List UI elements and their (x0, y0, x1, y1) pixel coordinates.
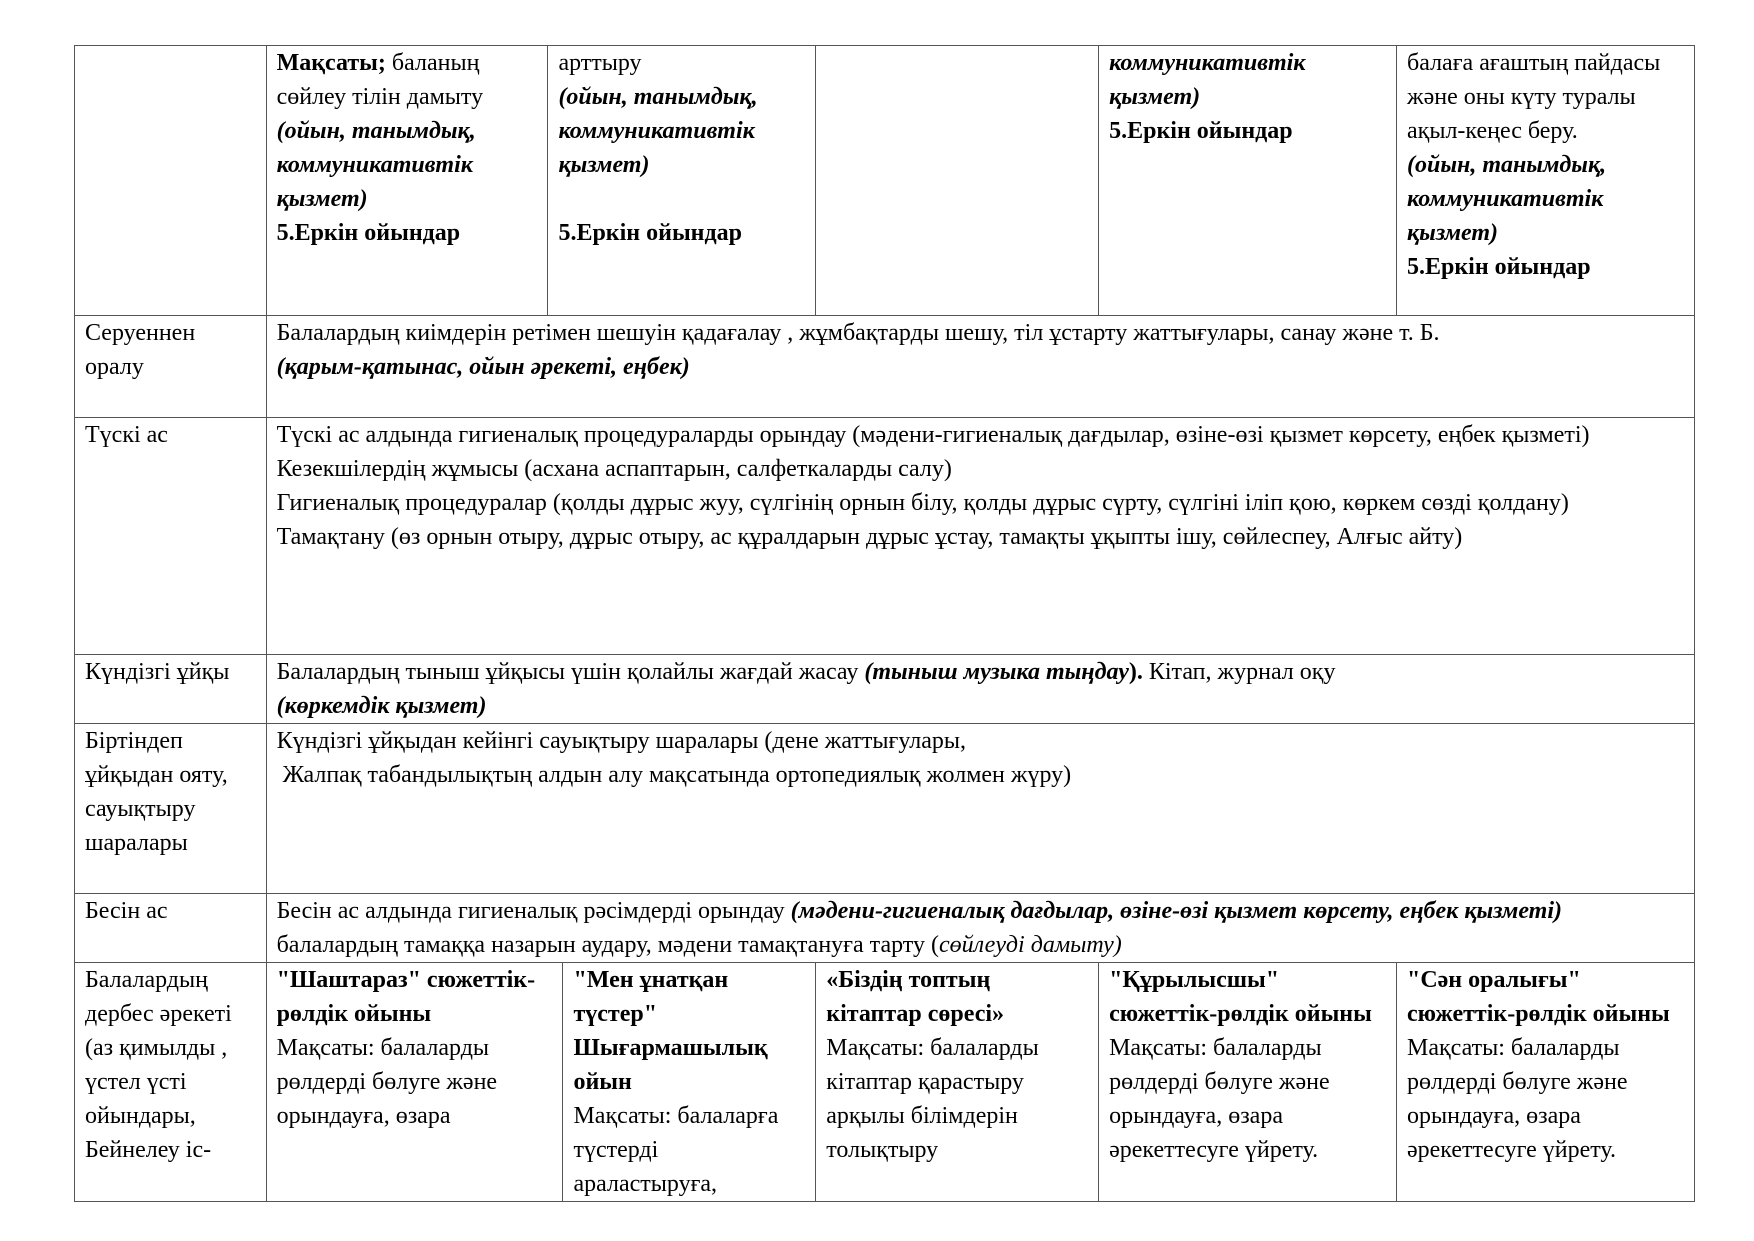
row-content (266, 724, 1694, 894)
row-label: Түскі ас (75, 418, 267, 655)
col6-activity: (ойын, танымдық, коммуникативтік қызмет) (1407, 152, 1607, 246)
empty-label-cell (75, 46, 267, 316)
activity-cell (1397, 963, 1695, 1202)
nap-text: Балалардың тыныш ұйқысы үшін қолайлы жағдай жасау (276, 659, 865, 685)
nap-music-close: ). (1128, 659, 1143, 685)
row-label: Күндізгі ұйқы (75, 655, 267, 724)
wake-line: Күндізгі ұйқыдан кейінгі сауықтыру шаралары (дене жаттығулары, (276, 728, 967, 754)
col5-free-games: 5.Еркін ойындар (1109, 118, 1293, 144)
col3-text: арттыру (558, 50, 642, 76)
free-games-text: 5.Еркін ойындар (276, 220, 461, 246)
activity-cell (563, 963, 816, 1202)
row-label: Бесін ас (75, 894, 267, 963)
activity-title: "Сән оралығы" сюжеттік-рөлдік ойыны (1407, 967, 1670, 1027)
activity-text: Мақсаты: балаларға түстерді араластыруға, (573, 1103, 779, 1197)
row-content (266, 316, 1694, 418)
activity-text: Мақсаты: балаларды кітаптар қарастыру арқылы білімдерін толықтыру (826, 1035, 1039, 1163)
nap-music: (тыныш музыка тыңдау (864, 659, 1129, 685)
col5-activity: коммуникативтік қызмет) (1109, 50, 1306, 110)
col3-free-games: 5.Еркін ойындар (558, 220, 742, 246)
continuation-col5 (1099, 46, 1397, 316)
nap-text-b: Кітап, журнал оқу (1142, 659, 1336, 685)
row-label: Серуеннен оралу (75, 316, 267, 418)
continuation-row (75, 46, 1695, 316)
continuation-col4 (816, 46, 1099, 316)
activity-title: "Құрылысшы" сюжеттік-рөлдік ойыны (1109, 967, 1372, 1027)
independent-row (75, 963, 1695, 1202)
snack-activity: (мәдени-гигиеналық дағдылар, өзіне-өзі қызмет көрсету, еңбек қызметі) (790, 898, 1563, 924)
continuation-col3 (548, 46, 816, 316)
activity-text: Мақсаты: балаларды рөлдерді бөлуге және орындауға, өзара әрекеттесуге үйрету. (1407, 1035, 1628, 1163)
activity-title: «Біздің топтың кітаптар сөресі» (826, 967, 1005, 1027)
continuation-col6 (1397, 46, 1695, 316)
wake-row (75, 724, 1695, 894)
activity-text: Мақсаты: балаларды рөлдерді бөлуге және орындауға, өзара (276, 1035, 498, 1129)
row-content (266, 894, 1694, 963)
activity-text: (ойын, танымдық, коммуникативтік қызмет) (276, 118, 476, 212)
col6-text: балаға ағаштың пайдасы және оны күту туралы ақыл-кеңес беру. (1407, 50, 1661, 144)
return-walk-text: Балалардың киімдерін ретімен шешуін қадағалау , жұмбақтарды шешу, тіл ұстарту жаттығулары, санау және т. Б. (276, 320, 1440, 346)
activity-title: "Шаштараз" сюжеттік-рөлдік ойыны (276, 967, 536, 1027)
lunch-line: Кезекшілердің жұмысы (асхана аспаптарын, салфеткаларды салу) (276, 456, 952, 482)
row-label: Біртіндеп ұйқыдан ояту, сауықтыру шаралары (75, 724, 267, 894)
row-label: Балалардың дербес әрекеті (аз қимылды , үстел үсті ойындары, Бейнелеу іс- (75, 963, 267, 1202)
snack-dev: сөйлеуді дамыту) (938, 932, 1122, 958)
snack-text-b: балалардың тамаққа назарын аудару, мәдени тамақтануға тарту ( (276, 932, 939, 958)
lunch-line: Гигиеналық процедуралар (қолды дұрыс жуу, сүлгінің орнын білу, қолды дұрыс сүрту, сүлгіні іліп қою, көркем сөзді қолдану) (276, 490, 1569, 516)
goal-text: баланың сөйлеу тілін дамыту (276, 50, 484, 110)
activity-cell (816, 963, 1099, 1202)
nap-activity: (көркемдік қызмет) (276, 693, 487, 719)
nap-row (75, 655, 1695, 724)
schedule-table (74, 45, 1695, 1202)
lunch-row (75, 418, 1695, 655)
col6-free-games: 5.Еркін ойындар (1407, 254, 1591, 280)
col3-activity: (ойын, танымдық, коммуникативтік қызмет) (558, 84, 758, 178)
lunch-line: Түскі ас алдында гигиеналық процедураларды орындау (мәдени-гигиеналық дағдылар, өзіне-өзі қызмет көрсету, еңбек қызметі) (276, 422, 1590, 448)
lunch-line: Тамақтану (өз орнын отыру, дұрыс отыру, ас құралдарын дұрыс ұстау, тамақты ұқыпты ішу, сөйлеспеу, Алғыс айту) (276, 524, 1463, 550)
activity-title: "Мен ұнатқан түстер" Шығармашылық ойын (573, 967, 768, 1095)
activity-text: Мақсаты: балаларды рөлдерді бөлуге және орындауға, өзара әрекеттесуге үйрету. (1109, 1035, 1330, 1163)
return-walk-row (75, 316, 1695, 418)
goal-label: Мақсаты; (276, 50, 386, 76)
wake-line: Жалпақ табандылықтың алдын алу мақсатында ортопедиялық жолмен жүру) (276, 762, 1072, 788)
activity-cell (1099, 963, 1397, 1202)
return-walk-activity: (қарым-қатынас, ойын әрекеті, еңбек) (276, 354, 690, 380)
row-content (266, 655, 1694, 724)
activity-cell (266, 963, 563, 1202)
row-content (266, 418, 1694, 655)
snack-row (75, 894, 1695, 963)
snack-text: Бесін ас алдында гигиеналық рәсімдерді орындау (276, 898, 791, 924)
continuation-col2 (266, 46, 548, 316)
